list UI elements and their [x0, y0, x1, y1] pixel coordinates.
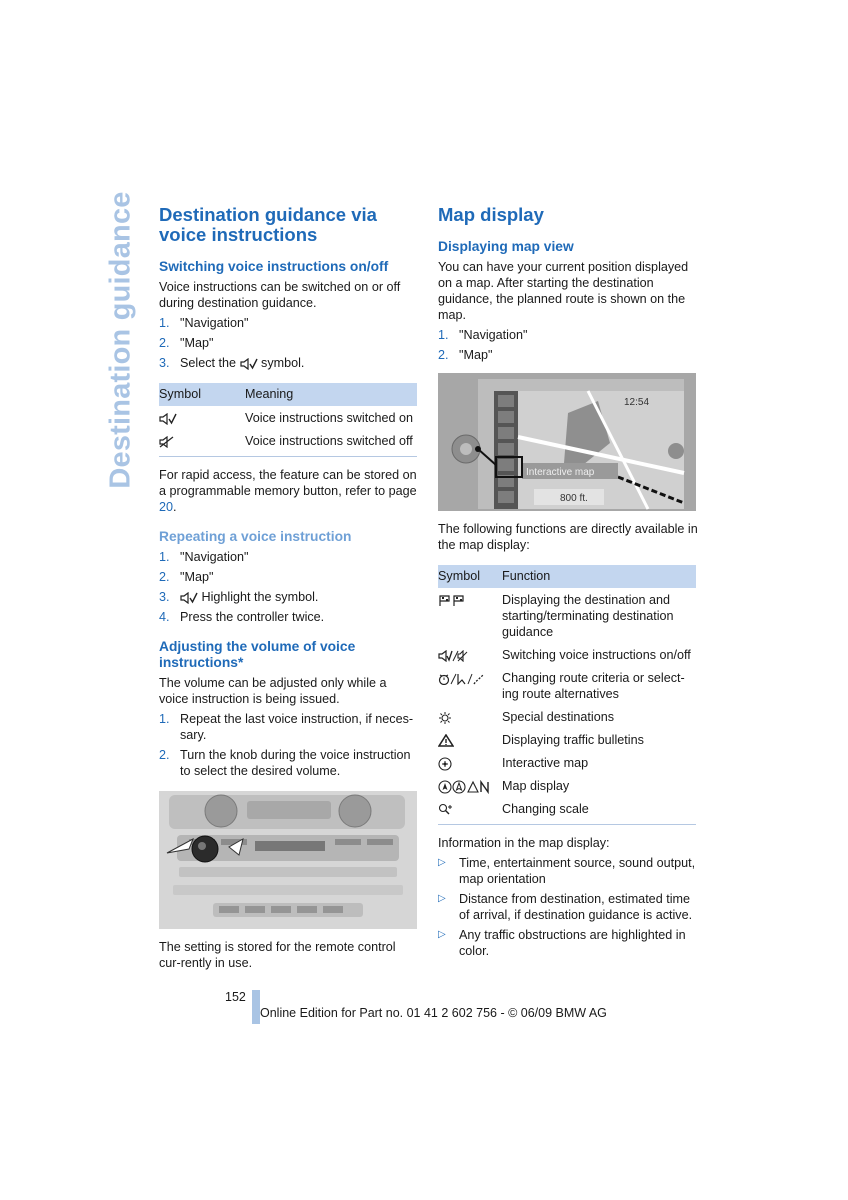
table-row: Displaying the destination and starting/terminating destination guidance [438, 588, 696, 643]
table-row: Changing route criteria or select-ing route alternatives [438, 666, 696, 705]
section-title-voice-guidance: Destination guidance via voice instructions [159, 204, 377, 245]
list-item: 3. Select the symbol. [159, 356, 305, 370]
list-item: 2. "Map" [438, 348, 493, 362]
map-time-readout: 12:54 [624, 397, 650, 408]
table-header-function: Function [502, 565, 696, 588]
table-row: Map display [438, 774, 696, 797]
voice-symbol-table [159, 383, 417, 457]
list-item: 3. Highlight the symbol. [159, 590, 319, 604]
info-list [438, 855, 698, 959]
page-reference-link[interactable]: 20 [159, 500, 174, 514]
control-panel-illustration [159, 791, 417, 929]
map-view-steps [438, 327, 698, 363]
table-row: Special destinations [438, 705, 696, 728]
map-scale-readout: 800 ft. [560, 493, 588, 504]
footer-edition-text: Online Edition for Part no. 01 41 2 602 756 - © 06/09 BMW AG [260, 1006, 607, 1020]
list-item: 1. "Navigation" [159, 316, 249, 330]
bullet-arrow-icon: ▷ [438, 893, 446, 904]
map-screen-photo [438, 373, 696, 511]
speaker-on-icon [180, 592, 198, 604]
interactive-map-icon [438, 757, 452, 771]
zoom-scale-icon [438, 803, 454, 816]
control-panel-photo [159, 791, 417, 929]
table-row: Displaying traffic bulletins [438, 728, 696, 751]
section-title-map-display: Map display [438, 204, 544, 225]
table-header-symbol: Symbol [159, 383, 245, 406]
speaker-on-icon [159, 413, 177, 425]
switching-steps [159, 315, 419, 371]
volume-steps [159, 711, 419, 779]
table-row: Interactive map [438, 751, 696, 774]
list-item: ▷ Distance from destination, estimated time of arrival, if destination guidance is active. [438, 892, 693, 922]
page-number: 152 [225, 990, 246, 1004]
table-row: Changing scale [438, 797, 696, 825]
footer-accent-bar [252, 990, 260, 1024]
list-item: 2. "Map" [159, 570, 214, 584]
special-destinations-icon [438, 712, 452, 724]
left-column [159, 200, 419, 975]
table-header-meaning: Meaning [245, 383, 417, 406]
table-row: Voice instructions switched off [159, 429, 417, 457]
traffic-warning-icon [438, 734, 454, 747]
speaker-on-icon [240, 358, 258, 370]
list-item: 1. "Navigation" [159, 550, 249, 564]
table-header-symbol: Symbol [438, 565, 502, 588]
list-item: 1. Repeat the last voice instruction, if neces-sary. [159, 712, 414, 742]
info-heading: Information in the map display: [438, 836, 610, 850]
table-row: Switching voice instructions on/off [438, 643, 696, 666]
map-orientation-icon [438, 780, 492, 794]
list-item: ▷ Any traffic obstructions are highlighted in color. [438, 928, 686, 958]
repeating-steps [159, 549, 419, 625]
volume-caption: The setting is stored for the remote control cur-rently in use. [159, 940, 396, 970]
list-item: 1. "Navigation" [438, 328, 528, 342]
heading-switching-voice: Switching voice instructions on/off [159, 259, 389, 274]
heading-map-view: Displaying map view [438, 239, 574, 254]
map-view-intro: You can have your current position displayed on a map. After starting the destination guidance, the planned route is shown on the map. [438, 260, 689, 322]
switching-intro: Voice instructions can be switched on or off during destination guidance. [159, 280, 401, 310]
list-item: ▷ Time, entertainment source, sound output, map orientation [438, 856, 696, 886]
chapter-title: Destination guidance [104, 191, 137, 489]
speaker-off-icon [159, 436, 177, 448]
right-column [438, 200, 698, 963]
functions-intro: The following functions are directly available in the map display: [438, 522, 698, 552]
destination-flags-icon [438, 595, 468, 607]
map-interactive-label: Interactive map [526, 467, 595, 478]
heading-repeating: Repeating a voice instruction [159, 529, 352, 544]
rapid-access-note: For rapid access, the feature can be stored on a programmable memory button, refer to page 20. [159, 468, 417, 514]
chapter-side-tab [104, 191, 138, 489]
voice-toggle-icon [438, 650, 468, 662]
table-row: Voice instructions switched on [159, 406, 417, 429]
list-item: 2. Turn the knob during the voice instruction to select the desired volume. [159, 748, 411, 778]
route-criteria-icon [438, 673, 484, 685]
map-function-table [438, 565, 696, 825]
list-item: 4. Press the controller twice. [159, 610, 325, 624]
volume-intro: The volume can be adjusted only while a voice instruction is being issued. [159, 676, 387, 706]
bullet-arrow-icon: ▷ [438, 857, 446, 868]
heading-volume: Adjusting the volume of voice instructions* [159, 639, 356, 670]
list-item: 2. "Map" [159, 336, 214, 350]
bullet-arrow-icon: ▷ [438, 929, 446, 940]
